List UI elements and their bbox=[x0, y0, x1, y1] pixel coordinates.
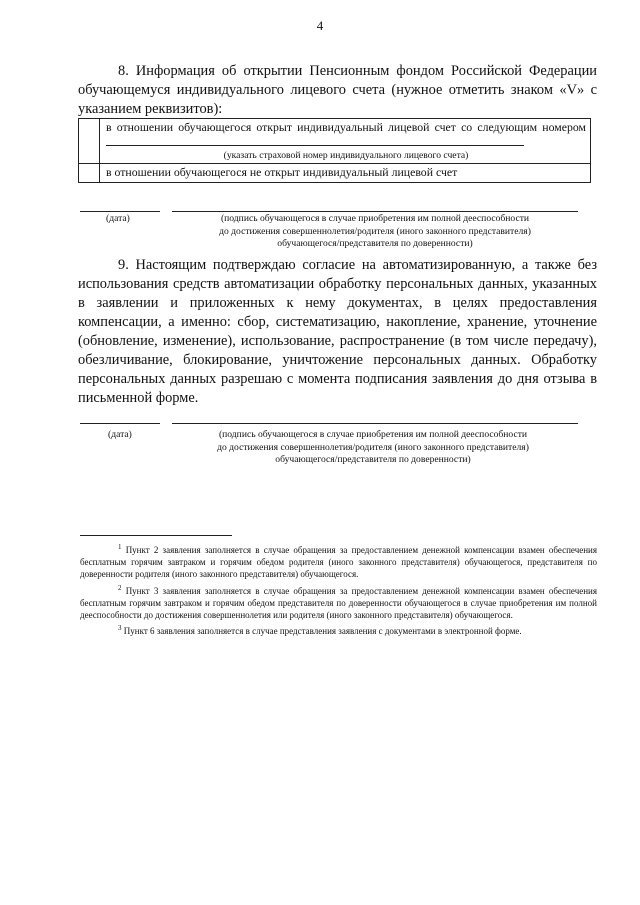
option-2-checkbox[interactable] bbox=[79, 164, 100, 183]
signature-caption-2-line2: до достижения совершеннолетия/родителя (иного законного представителя) bbox=[217, 441, 529, 453]
option-1-cell bbox=[100, 119, 591, 164]
option-1-text: в отношении обучающегося открыт индивидуальный лицевой счет со следующим номером bbox=[106, 120, 586, 134]
date-line-1[interactable] bbox=[80, 211, 160, 212]
signature-caption-1-line2: до достижения совершеннолетия/родителя (иного законного представителя) bbox=[219, 225, 531, 237]
date-label-2: (дата) bbox=[108, 429, 132, 440]
signature-caption-2-line3: обучающегося/представителя по доверенности) bbox=[275, 454, 471, 465]
footnote-separator bbox=[80, 535, 232, 536]
signature-caption-1 bbox=[172, 213, 578, 251]
footnote-1 bbox=[80, 541, 597, 581]
footnote-1-text: Пункт 2 заявления заполняется в случае обращения за предоставлением денежной компенсации взамен обеспечения бесплатным горячим завтраком и горячим обедом родителя (иного законного представителя) обучающегося, представителя по доверенности родителя (иного законного представителя) обучающегося. bbox=[80, 545, 597, 580]
account-options-table bbox=[78, 118, 591, 183]
footnotes bbox=[80, 541, 597, 637]
signature-line-1[interactable] bbox=[172, 211, 578, 212]
section-8-text: 8. Информация об открытии Пенсионным фондом Российской Федерации обучающемуся индивидуального лицевого счета (нужное отметить знаком «V» с указанием реквизитов): bbox=[78, 63, 597, 117]
account-number-field[interactable] bbox=[106, 135, 524, 146]
footnote-3-mark: 3 bbox=[118, 624, 122, 633]
footnote-3-text: Пункт 6 заявления заполняется в случае представления заявления с документами в электронной форме. bbox=[123, 626, 522, 637]
option-1-checkbox[interactable] bbox=[79, 119, 100, 164]
option-2-cell bbox=[100, 164, 591, 183]
signature-caption-2 bbox=[176, 429, 570, 467]
footnote-2-mark: 2 bbox=[118, 583, 122, 592]
signature-caption-1-line3: обучающегося/представителя по доверенности) bbox=[277, 238, 473, 249]
page-number: 4 bbox=[316, 18, 324, 33]
option-2-text: в отношении обучающегося не открыт индивидуальный лицевой счет bbox=[106, 165, 458, 179]
footnote-2-text: Пункт 3 заявления заполняется в случае обращения за предоставлением денежной компенсации взамен обеспечения бесплатным горячим завтраком и горячим обедом представителя по доверенности обучающегося в случае приобретения им полной дееспособности до достижения совершеннолетия или родителя (иного законного представителя) обучающегося. bbox=[80, 585, 597, 621]
section-9-text: 9. Настоящим подтверждаю согласие на автоматизированную, а также без использования средств автоматизации обработку персональных данных, указанных в заявлении и приложенных к нему документах, в целях предоставления компенсации, а именно: сбор, систематизацию, накопление, хранение, уточнение (обновление, изменение), использование, распространение (в том числе передачу), обезличивание, блокирование, уничтожение персональных данных. Обработку персональных данных разрешаю с момента подписания заявления до дня отзыва в письменной форме. bbox=[78, 257, 597, 406]
footnote-3 bbox=[80, 622, 597, 637]
date-label-1: (дата) bbox=[106, 213, 130, 224]
signature-line-2[interactable] bbox=[172, 423, 578, 424]
option-1-hint: (указать страховой номер индивидуального лицевого счета) bbox=[223, 150, 469, 161]
footnote-2 bbox=[80, 582, 597, 622]
footnote-1-mark: 1 bbox=[118, 543, 122, 551]
signature-caption-2-line1: (подпись обучающегося в случае приобретения им полной дееспособности bbox=[218, 429, 528, 440]
signature-caption-1-line1: (подпись обучающегося в случае приобретения им полной дееспособности bbox=[220, 213, 530, 224]
date-line-2[interactable] bbox=[80, 423, 160, 424]
